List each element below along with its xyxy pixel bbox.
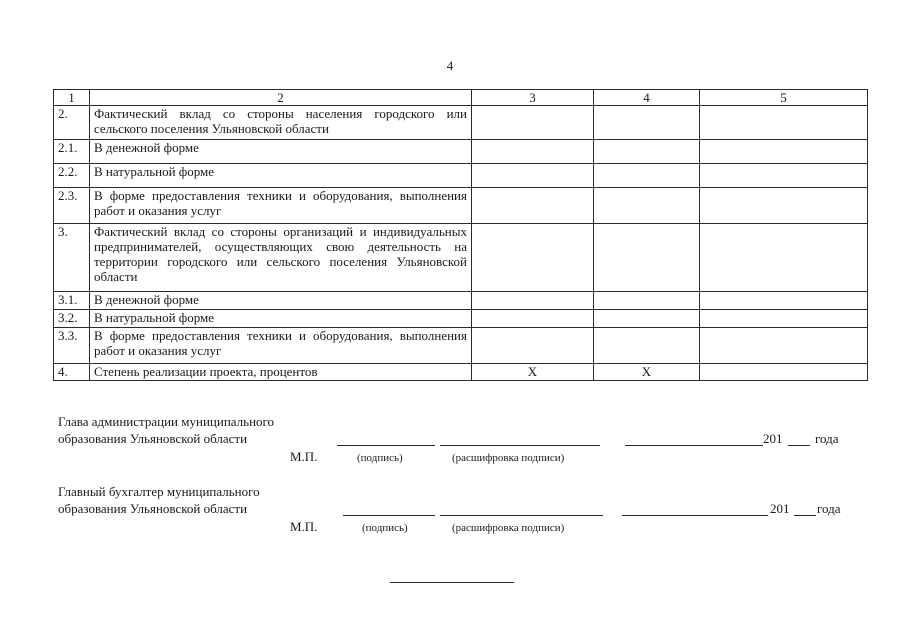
page-number: 4 <box>446 58 454 73</box>
row-description: Степень реализации проекта, процентов <box>90 364 472 381</box>
row-cell-5 <box>700 188 868 224</box>
row-cell-3 <box>472 106 594 140</box>
accountant-year-suffix: года <box>817 501 841 516</box>
row-cell-4 <box>594 140 700 164</box>
row-number: 3.3. <box>54 328 90 364</box>
row-cell-3 <box>472 310 594 328</box>
row-description: Фактический вклад со стороны населения городского или сельского поселения Ульяновской области <box>90 106 472 140</box>
header-cell-2: 2 <box>90 90 472 106</box>
row-cell-5 <box>700 328 868 364</box>
row-cell-4 <box>594 224 700 292</box>
head-title-line-1: Глава администрации муниципального <box>58 414 275 429</box>
row-number: 3. <box>54 224 90 292</box>
row-cell-3 <box>472 292 594 310</box>
table-row <box>54 164 868 188</box>
table-row <box>54 140 868 164</box>
row-cell-4 <box>594 328 700 364</box>
accountant-date-line <box>622 515 768 516</box>
row-cell-4 <box>594 292 700 310</box>
header-cell-3: 3 <box>472 90 594 106</box>
head-stamp-label: М.П. <box>290 449 318 464</box>
report-table <box>53 89 868 381</box>
row-number: 2. <box>54 106 90 140</box>
table-row <box>54 188 868 224</box>
row-number: 2.1. <box>54 140 90 164</box>
row-cell-3 <box>472 140 594 164</box>
head-signature-line <box>337 445 435 446</box>
row-description: В форме предоставления техники и оборудования, выполнения работ и оказания услуг <box>90 188 472 224</box>
table-row <box>54 224 868 292</box>
row-cell-3: Х <box>472 364 594 381</box>
accountant-signature-caption: (подпись) <box>362 522 408 534</box>
row-cell-5 <box>700 140 868 164</box>
head-signature-caption: (подпись) <box>357 452 403 464</box>
table-header-row <box>54 90 868 106</box>
head-title-line-2: образования Ульяновской области <box>58 431 248 446</box>
header-cell-1: 1 <box>54 90 90 106</box>
row-description: В денежной форме <box>90 292 472 310</box>
accountant-signature-line <box>343 515 435 516</box>
row-cell-5 <box>700 292 868 310</box>
accountant-title-line-1: Главный бухгалтер муниципального <box>58 484 260 499</box>
row-number: 2.2. <box>54 164 90 188</box>
head-year-prefix: 201 <box>763 431 783 446</box>
row-cell-4 <box>594 164 700 188</box>
head-decoding-line <box>440 445 600 446</box>
row-cell-3 <box>472 164 594 188</box>
row-number: 3.2. <box>54 310 90 328</box>
row-description: Фактический вклад со стороны организаций и индивидуальных предпринимателей, осуществляющих свою деятельность на территории городского или сельского поселения Ульяновской области <box>90 224 472 292</box>
row-cell-5 <box>700 310 868 328</box>
row-number: 2.3. <box>54 188 90 224</box>
row-description: В натуральной форме <box>90 310 472 328</box>
accountant-decoding-caption: (расшифровка подписи) <box>452 522 565 534</box>
row-cell-3 <box>472 188 594 224</box>
header-cell-5: 5 <box>700 90 868 106</box>
accountant-title-line-2: образования Ульяновской области <box>58 501 248 516</box>
accountant-year-line <box>794 515 816 516</box>
table-row <box>54 328 868 364</box>
header-cell-4: 4 <box>594 90 700 106</box>
row-cell-4 <box>594 106 700 140</box>
accountant-year-prefix: 201 <box>770 501 790 516</box>
head-decoding-caption: (расшифровка подписи) <box>452 452 565 464</box>
closing-divider <box>390 582 514 583</box>
row-cell-5 <box>700 224 868 292</box>
row-description: В денежной форме <box>90 140 472 164</box>
accountant-decoding-line <box>440 515 603 516</box>
row-cell-5 <box>700 106 868 140</box>
row-number: 3.1. <box>54 292 90 310</box>
row-cell-4: Х <box>594 364 700 381</box>
row-cell-5 <box>700 364 868 381</box>
head-year-line <box>788 445 810 446</box>
table-row <box>54 310 868 328</box>
row-description: В форме предоставления техники и оборудования, выполнения работ и оказания услуг <box>90 328 472 364</box>
head-date-line <box>625 445 763 446</box>
table-row <box>54 106 868 140</box>
accountant-stamp-label: М.П. <box>290 519 318 534</box>
table-row <box>54 292 868 310</box>
table-row <box>54 364 868 381</box>
row-cell-4 <box>594 310 700 328</box>
row-cell-3 <box>472 224 594 292</box>
head-year-suffix: года <box>815 431 839 446</box>
row-description: В натуральной форме <box>90 164 472 188</box>
row-cell-4 <box>594 188 700 224</box>
row-number: 4. <box>54 364 90 381</box>
row-cell-5 <box>700 164 868 188</box>
row-cell-3 <box>472 328 594 364</box>
